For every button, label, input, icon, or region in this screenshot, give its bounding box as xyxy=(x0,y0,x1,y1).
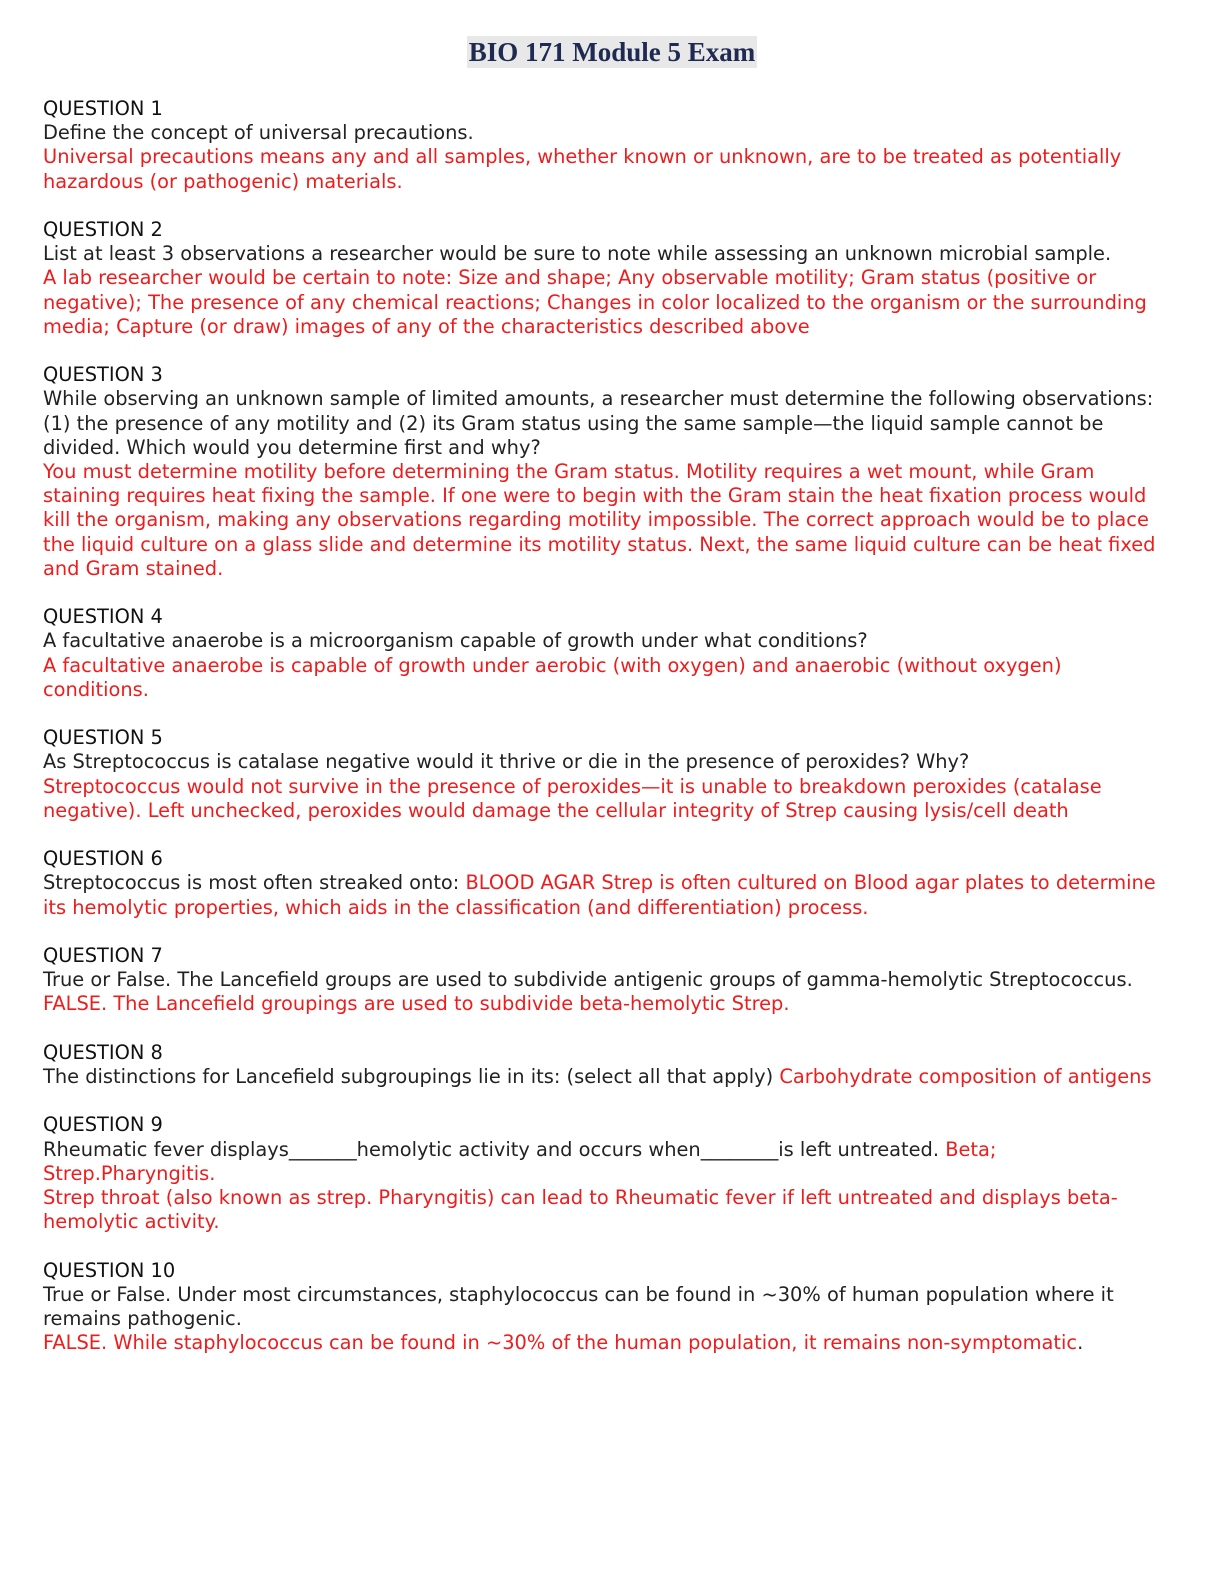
question-answer: FALSE. The Lancefield groupings are used to subdivide beta-hemolytic Strep. xyxy=(43,992,790,1016)
question-heading: QUESTION 4 xyxy=(43,605,163,629)
question-heading: QUESTION 1 xyxy=(43,97,163,120)
question-answer: BLOOD AGAR Strep is often cultured on Blood agar plates to determine its hemolytic properties, which aids in the classification (and differentiation) process. xyxy=(43,871,1156,919)
question-9 xyxy=(43,1113,1163,1234)
question-heading: QUESTION 2 xyxy=(43,218,163,241)
question-6 xyxy=(43,847,1163,920)
question-answer: FALSE. While staphylococcus can be found in ~30% of the human population, it remains non-symptomatic xyxy=(43,1331,1078,1355)
question-3 xyxy=(43,363,1163,581)
question-8 xyxy=(43,1041,1163,1089)
question-2 xyxy=(43,218,1163,339)
question-prompt: List at least 3 observations a researcher would be sure to note while assessing an unknown microbial sample. xyxy=(43,242,1112,266)
question-prompt: A facultative anaerobe is a microorganism capable of growth under what conditions? xyxy=(43,629,868,653)
question-prompt: As Streptococcus is catalase negative would it thrive or die in the presence of peroxides? Why? xyxy=(43,750,970,774)
question-answer: A lab researcher would be certain to note: Size and shape; Any observable motility; Gram status (positive or negative); The presence of any chemical reactions; Changes in color localized to the organism or the surrounding media; Capture (or draw) images of any of the characteristics described above xyxy=(43,266,1147,338)
question-heading: QUESTION 10 xyxy=(43,1258,176,1282)
question-answer-line xyxy=(43,1331,1163,1355)
question-prompt: Rheumatic fever displays_______hemolytic activity and occurs when________is left untreated. xyxy=(43,1137,946,1161)
question-prompt: True or False. The Lancefield groups are used to subdivide antigenic groups of gamma-hemolytic Streptococcus. xyxy=(43,968,1133,992)
question-heading: QUESTION 5 xyxy=(43,726,163,750)
question-4 xyxy=(43,605,1163,702)
document-title: BIO 171 Module 5 Exam xyxy=(468,37,756,67)
question-10 xyxy=(43,1259,1163,1356)
question-7 xyxy=(43,944,1163,1017)
question-body xyxy=(43,1065,1163,1089)
question-inline-answer: Beta; Strep.Pharyngitis. xyxy=(43,1137,997,1185)
question-heading: QUESTION 9 xyxy=(43,1113,163,1137)
question-heading: QUESTION 3 xyxy=(43,363,163,387)
question-body xyxy=(43,1138,1163,1186)
question-prompt: The distinctions for Lancefield subgroupings lie in its: (select all that apply) xyxy=(43,1065,780,1089)
question-answer: Universal precautions means any and all samples, whether known or unknown, are to be treated as potentially hazardous (or pathogenic) materials. xyxy=(43,145,1122,193)
question-prompt: Define the concept of universal precautions. xyxy=(43,121,474,145)
question-prompt: While observing an unknown sample of limited amounts, a researcher must determine the following observations: (1) the presence of any motility and (2) its Gram status using the same sample—the liquid sample cannot be divided. Which would you determine first and why? xyxy=(43,387,1154,459)
question-answer: A facultative anaerobe is capable of growth under aerobic (with oxygen) and anaerobic (without oxygen) conditions. xyxy=(43,653,1062,701)
question-heading: QUESTION 8 xyxy=(43,1040,163,1064)
question-answer: Carbohydrate composition of antigens xyxy=(779,1065,1152,1089)
title-container xyxy=(0,36,1224,68)
question-heading: QUESTION 6 xyxy=(43,847,163,871)
answer-period: . xyxy=(1077,1331,1084,1355)
question-body xyxy=(43,871,1163,919)
question-answer: Strep throat (also known as strep. Pharyngitis) can lead to Rheumatic fever if left untreated and displays beta-hemolytic activity. xyxy=(43,1186,1118,1234)
question-1 xyxy=(43,97,1163,194)
question-answer: You must determine motility before determining the Gram status. Motility requires a wet mount, while Gram staining requires heat fixing the sample. If one were to begin with the Gram stain the heat fixation process would kill the organism, making any observations regarding motility impossible. The correct approach would be to place the liquid culture on a glass slide and determine its motility status. Next, the same liquid culture can be heat fixed and Gram stained. xyxy=(43,460,1156,580)
question-answer: Streptococcus would not survive in the presence of peroxides—it is unable to breakdown peroxides (catalase negative). Left unchecked, peroxides would damage the cellular integrity of Strep causing lysis/cell death xyxy=(43,774,1102,822)
question-list xyxy=(43,97,1163,1380)
question-prompt: Streptococcus is most often streaked onto: xyxy=(43,871,466,895)
question-5 xyxy=(43,726,1163,823)
question-prompt: True or False. Under most circumstances, staphylococcus can be found in ~30% of human population where it remains pathogenic. xyxy=(43,1282,1114,1331)
question-heading: QUESTION 7 xyxy=(43,944,163,968)
